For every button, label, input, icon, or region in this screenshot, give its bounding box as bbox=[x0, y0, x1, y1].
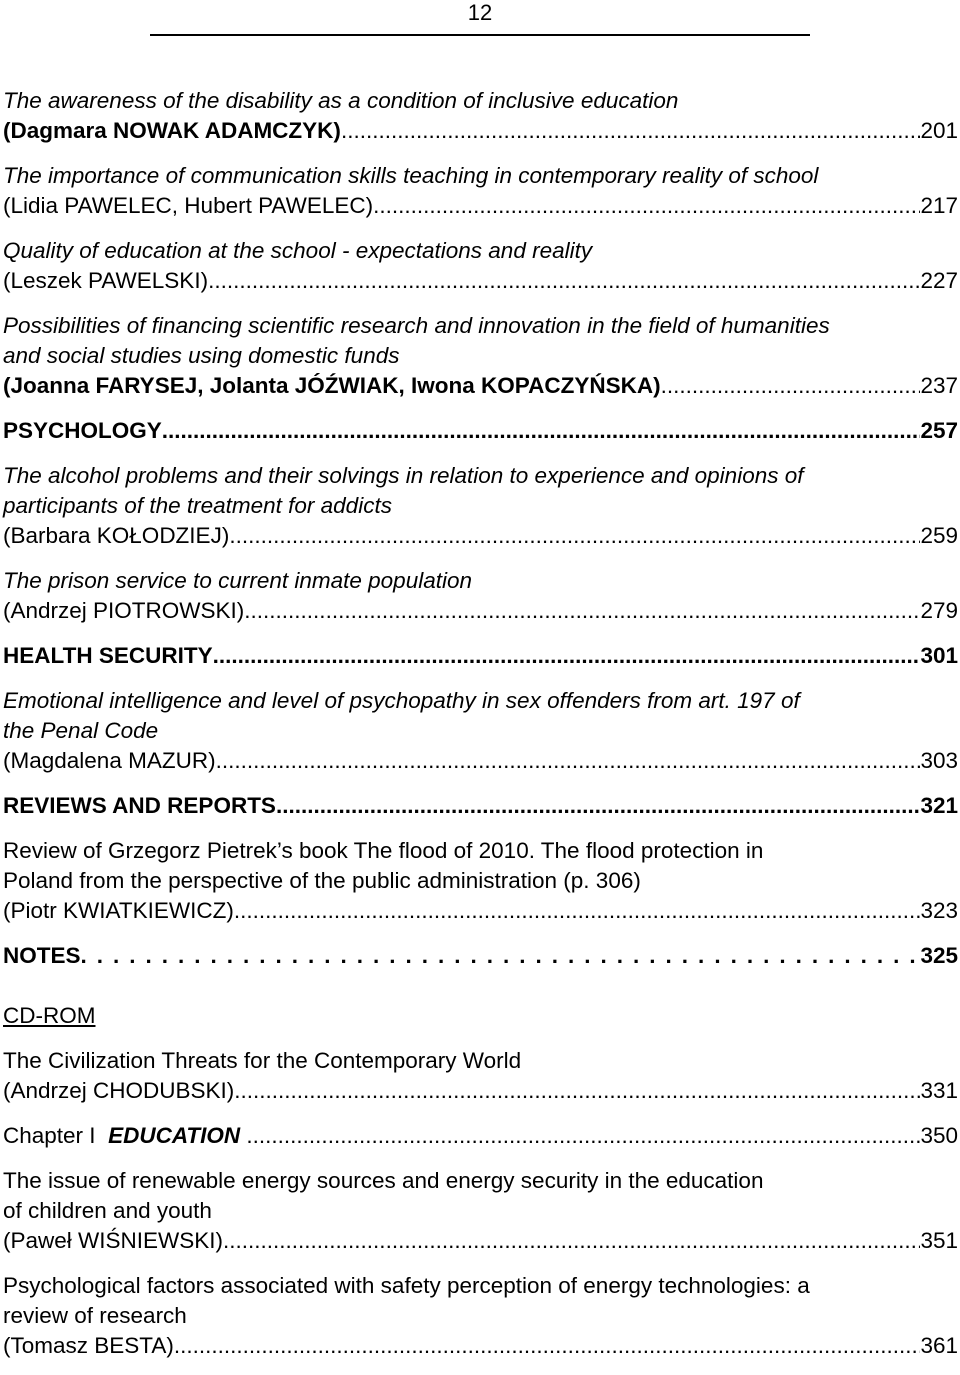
entry-author: (Tomasz BESTA) bbox=[3, 1333, 174, 1358]
dot-leader bbox=[373, 191, 920, 221]
dot-leader bbox=[208, 266, 920, 296]
entry-title-continued: of children and youth bbox=[3, 1198, 212, 1223]
entry-title: The prison service to current inmate population bbox=[3, 568, 472, 593]
entry-page-number: 227 bbox=[920, 268, 958, 293]
toc-entry[interactable] bbox=[3, 311, 958, 401]
dot-leader bbox=[234, 1076, 920, 1106]
entry-author: (Magdalena MAZUR) bbox=[3, 748, 216, 773]
header-rule bbox=[150, 34, 810, 36]
section-page-number: 257 bbox=[920, 418, 958, 443]
chapter-page-number: 350 bbox=[920, 1123, 958, 1148]
toc-entry[interactable] bbox=[3, 1166, 958, 1256]
section-page-number: 325 bbox=[920, 943, 958, 968]
entry-page-number: 303 bbox=[920, 748, 958, 773]
chapter-prefix: Chapter I bbox=[3, 1123, 96, 1148]
entry-title-continued: Poland from the perspective of the public administration (p. 306) bbox=[3, 868, 641, 893]
entry-title-continued: and social studies using domestic funds bbox=[3, 343, 400, 368]
dot-leader bbox=[229, 521, 920, 551]
toc-entry[interactable] bbox=[3, 686, 958, 776]
toc-entry[interactable] bbox=[3, 161, 958, 221]
dot-leader bbox=[276, 791, 921, 821]
dot-leader bbox=[223, 1226, 920, 1256]
entry-author: (Paweł WIŚNIEWSKI) bbox=[3, 1228, 224, 1253]
toc-section[interactable] bbox=[3, 641, 958, 671]
entry-title: The Civilization Threats for the Contemporary World bbox=[3, 1048, 522, 1073]
dot-leader bbox=[246, 1121, 920, 1151]
entry-page-number: 259 bbox=[920, 523, 958, 548]
entry-page-number: 331 bbox=[920, 1078, 958, 1103]
entry-title: The importance of communication skills teaching in contemporary reality of school bbox=[3, 163, 819, 188]
toc-entry[interactable] bbox=[3, 836, 958, 926]
dot-leader bbox=[216, 746, 921, 776]
section-title: PSYCHOLOGY bbox=[3, 418, 162, 443]
entry-title-continued: review of research bbox=[3, 1303, 187, 1328]
toc-entry[interactable] bbox=[3, 566, 958, 626]
entry-author: (Leszek PAWELSKI) bbox=[3, 268, 209, 293]
entry-title: Possibilities of financing scientific research and innovation in the field of humanities bbox=[3, 313, 830, 338]
entry-page-number: 351 bbox=[920, 1228, 958, 1253]
toc-section[interactable] bbox=[3, 416, 958, 446]
entry-author: (Andrzej PIOTROWSKI) bbox=[3, 598, 245, 623]
toc-section[interactable] bbox=[3, 941, 958, 971]
page-number: 12 bbox=[467, 0, 493, 25]
entry-page-number: 201 bbox=[920, 118, 958, 143]
cd-rom-heading-block bbox=[3, 1001, 958, 1031]
dot-leader bbox=[162, 416, 921, 446]
entry-page-number: 237 bbox=[920, 373, 958, 398]
entry-title-continued: participants of the treatment for addicts bbox=[3, 493, 392, 518]
toc-entry[interactable] bbox=[3, 1046, 958, 1106]
section-title: NOTES bbox=[3, 943, 81, 968]
entry-title: The issue of renewable energy sources and energy security in the education bbox=[3, 1168, 764, 1193]
entry-title: The alcohol problems and their solvings in relation to experience and opinions of bbox=[3, 463, 804, 488]
dot-leader bbox=[341, 116, 921, 146]
toc-entry[interactable] bbox=[3, 86, 958, 146]
entry-title: Quality of education at the school - expectations and reality bbox=[3, 238, 593, 263]
entry-page-number: 361 bbox=[920, 1333, 958, 1358]
dot-leader bbox=[244, 596, 920, 626]
toc-section[interactable] bbox=[3, 791, 958, 821]
entry-author: (Barbara KOŁODZIEJ) bbox=[3, 523, 230, 548]
section-page-number: 321 bbox=[920, 793, 958, 818]
chapter-name: EDUCATION bbox=[108, 1123, 241, 1148]
entry-page-number: 323 bbox=[920, 898, 958, 923]
entry-author: (Dagmara NOWAK ADAMCZYK) bbox=[3, 118, 341, 143]
section-page-number: 301 bbox=[920, 643, 958, 668]
dot-leader bbox=[234, 896, 921, 926]
entry-title-continued: the Penal Code bbox=[3, 718, 159, 743]
dot-leader bbox=[81, 941, 921, 971]
entry-author: (Andrzej CHODUBSKI) bbox=[3, 1078, 235, 1103]
entry-title: Review of Grzegorz Pietrek’s book The flood of 2010. The flood protection in bbox=[3, 838, 764, 863]
toc-entry[interactable] bbox=[3, 1271, 958, 1361]
dot-leader bbox=[661, 371, 921, 401]
entry-author: (Piotr KWIATKIEWICZ) bbox=[3, 898, 234, 923]
cd-rom-heading: CD-ROM bbox=[3, 1003, 96, 1028]
entry-title: Emotional intelligence and level of psychopathy in sex offenders from art. 197 of bbox=[3, 688, 800, 713]
toc-chapter[interactable] bbox=[3, 1121, 958, 1151]
toc-entry[interactable] bbox=[3, 236, 958, 296]
toc-entry[interactable] bbox=[3, 461, 958, 551]
section-title: HEALTH SECURITY bbox=[3, 643, 213, 668]
entry-page-number: 279 bbox=[920, 598, 958, 623]
entry-title: The awareness of the disability as a condition of inclusive education bbox=[3, 88, 679, 113]
dot-leader bbox=[213, 641, 921, 671]
dot-leader bbox=[174, 1331, 921, 1361]
section-title: REVIEWS AND REPORTS bbox=[3, 793, 276, 818]
entry-author: (Joanna FARYSEJ, Jolanta JÓŹWIAK, Iwona KOPACZYŃSKA) bbox=[3, 373, 661, 398]
entry-page-number: 217 bbox=[920, 193, 958, 218]
entry-author: (Lidia PAWELEC, Hubert PAWELEC) bbox=[3, 193, 374, 218]
entry-title: Psychological factors associated with safety perception of energy technologies: a bbox=[3, 1273, 810, 1298]
table-of-contents bbox=[3, 86, 958, 1361]
